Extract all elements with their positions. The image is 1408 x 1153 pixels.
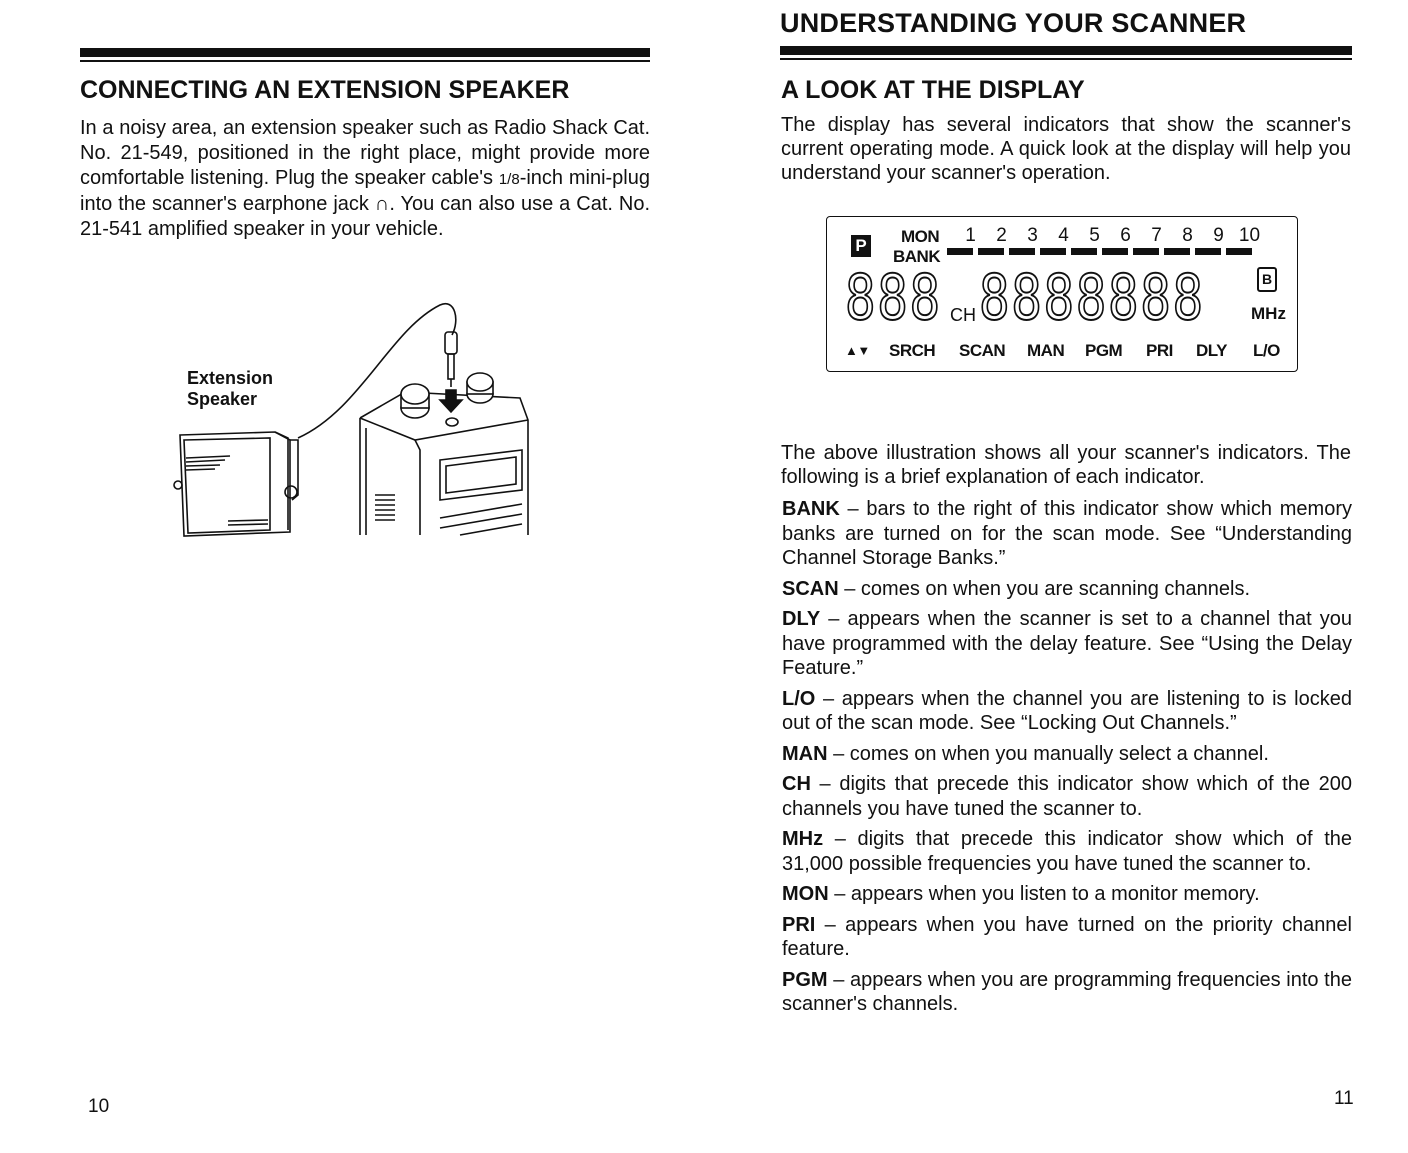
bank-number: 10 xyxy=(1238,225,1261,246)
definition-item xyxy=(782,772,1352,821)
display-intro: The display has several indicators that show the scanner's current operating mode. A quick look at the display will help you understand your scanner's operation. xyxy=(781,114,1351,184)
frequency-digits: 8888888 xyxy=(979,261,1205,334)
definition-term: BANK xyxy=(782,498,840,520)
definition-item xyxy=(782,882,1352,907)
label-line-1: Extension xyxy=(187,368,274,388)
bank-number: 5 xyxy=(1089,225,1100,246)
definition-term: DLY xyxy=(782,608,821,630)
lcd-bank-label: BANK xyxy=(893,247,941,266)
definition-item xyxy=(782,968,1352,1017)
definition-text: – bars to the right of this indicator show which memory banks are turned on for the scan mode. See “Understanding Channel Storage Banks.” xyxy=(782,498,1352,569)
bank-number: 3 xyxy=(1027,225,1038,246)
lcd-indicator: MAN xyxy=(1027,341,1065,360)
left-page-number: 10 xyxy=(88,1096,110,1117)
bank-bar xyxy=(947,248,973,255)
definition-item xyxy=(782,913,1352,962)
lcd-indicator: SRCH xyxy=(889,341,936,360)
bank-number: 9 xyxy=(1213,225,1224,246)
display-heading: A LOOK AT THE DISPLAY xyxy=(781,76,1085,104)
bank-bar xyxy=(1102,248,1128,255)
extension-speaker-paragraph xyxy=(80,116,650,242)
right-top-rule xyxy=(780,46,1352,55)
right-page-number: 11 xyxy=(1334,1088,1354,1109)
definition-text: – digits that precede this indicator show which of the 200 channels you have tuned the scanner to. xyxy=(782,773,1352,820)
lcd-indicator: PGM xyxy=(1085,341,1123,360)
definition-text: – appears when you have turned on the priority channel feature. xyxy=(782,913,1352,960)
lcd-ch-label: CH xyxy=(950,305,976,325)
bank-number: 4 xyxy=(1058,225,1069,246)
definition-text: – appears when the scanner is set to a channel that you have programmed with the delay feature. See “Using the Delay Feature.” xyxy=(782,608,1352,679)
after-display-text: The above illustration shows all your scanner's indicators. The following is a brief explanation of each indicator. xyxy=(781,442,1351,488)
lcd-display-diagram xyxy=(826,216,1298,372)
bank-number: 6 xyxy=(1120,225,1131,246)
definition-term: SCAN xyxy=(782,577,839,600)
definition-text: – appears when the channel you are listening to is locked out of the scan mode. See “Locking Out Channels.” xyxy=(782,687,1352,734)
definition-text: – comes on when you are scanning channels. xyxy=(838,577,1251,600)
extension-speaker-heading: CONNECTING AN EXTENSION SPEAKER xyxy=(80,76,570,104)
definition-term: L/O xyxy=(782,687,816,710)
lcd-indicator: PRI xyxy=(1146,341,1173,360)
bank-bar xyxy=(1009,248,1035,255)
section-title: UNDERSTANDING YOUR SCANNER xyxy=(780,8,1247,38)
definition-item xyxy=(782,607,1352,681)
definition-item xyxy=(782,577,1352,602)
lcd-mhz-label: MHz xyxy=(1251,304,1286,323)
definition-term: CH xyxy=(782,773,811,795)
lcd-indicator: DLY xyxy=(1196,341,1227,360)
paragraph-part-c: . You can also use a Cat. No. 21-541 amplified speaker in your vehicle. xyxy=(80,193,651,240)
bank-number: 8 xyxy=(1182,225,1193,246)
definition-term: PRI xyxy=(782,913,816,936)
lcd-b-icon: B xyxy=(1257,267,1277,292)
definition-item xyxy=(782,687,1352,736)
bank-bar xyxy=(1133,248,1159,255)
definition-text: – appears when you are programming frequencies into the scanner's channels. xyxy=(782,968,1352,1015)
lcd-indicator: SCAN xyxy=(959,341,1006,360)
bank-bar xyxy=(1040,248,1066,255)
definition-item xyxy=(782,742,1352,767)
extension-speaker-icon xyxy=(174,432,298,536)
bank-bar xyxy=(1164,248,1190,255)
bank-number: 7 xyxy=(1151,225,1162,246)
lcd-indicator: L/O xyxy=(1253,341,1280,360)
definition-term: MON xyxy=(782,883,829,905)
bank-bar xyxy=(1226,248,1252,255)
bank-number: 2 xyxy=(996,225,1007,246)
paragraph-part-a: In a noisy area, an extension speaker such as Radio Shack Cat. No. 21-549, positioned in the right place, might provide more comfortable listening. Plug the speaker cable's xyxy=(80,117,650,189)
definition-text: – appears when you listen to a monitor memory. xyxy=(828,883,1260,905)
speaker-cable xyxy=(298,304,456,438)
scanner-radio-icon xyxy=(360,373,528,535)
speaker-scanner-illustration xyxy=(170,290,540,550)
bank-bar xyxy=(978,248,1004,255)
definition-item xyxy=(782,497,1352,571)
channel-digits: 888 xyxy=(845,261,942,334)
left-top-rule xyxy=(80,48,650,57)
definition-item xyxy=(782,827,1352,876)
up-down-arrows-icon: ▲▼ xyxy=(845,343,870,358)
bank-bar xyxy=(1071,248,1097,255)
earphone-jack-icon: ∩ xyxy=(374,193,390,215)
fraction-text: 1/8 xyxy=(498,171,520,188)
indicator-definitions xyxy=(782,497,1352,1023)
definition-term: PGM xyxy=(782,968,828,991)
definition-text: – comes on when you manually select a channel. xyxy=(827,742,1269,765)
bank-numbers xyxy=(955,225,1265,247)
definition-text: – digits that precede this indicator show which of the 31,000 possible frequencies you have tuned the scanner to. xyxy=(782,828,1352,875)
lcd-mon-label: MON xyxy=(901,227,940,246)
mini-plug-icon xyxy=(445,332,457,387)
label-line-2: Speaker xyxy=(187,389,258,409)
bank-bar xyxy=(1195,248,1221,255)
definition-term: MAN xyxy=(782,742,828,765)
priority-p-icon: P xyxy=(851,235,871,257)
definition-term: MHz xyxy=(782,828,824,850)
paragraph-part-b: -inch mini-plug into the scanner's earphone jack xyxy=(80,167,650,215)
bank-number: 1 xyxy=(965,225,976,246)
